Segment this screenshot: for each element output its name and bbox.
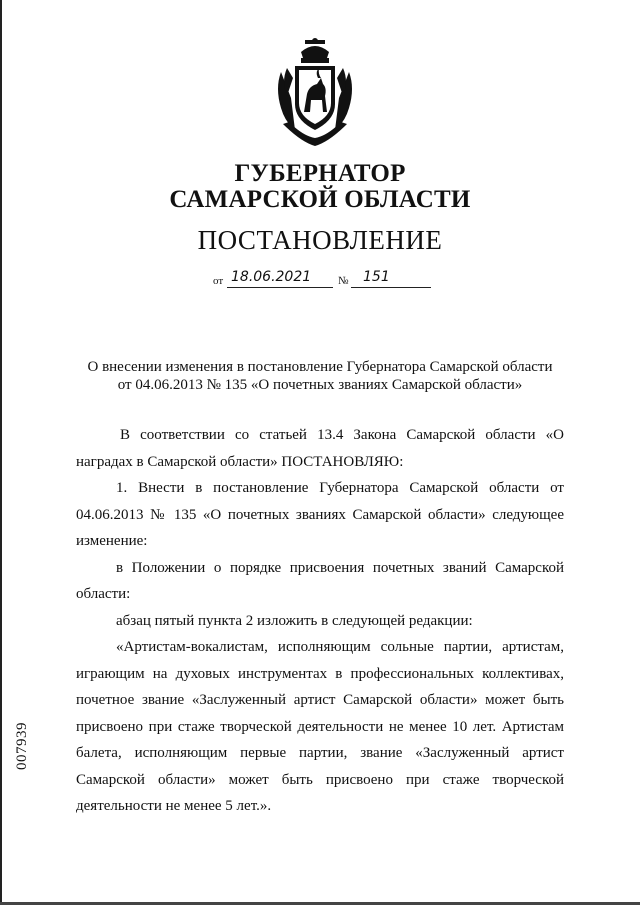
handwritten-number: 151 bbox=[363, 269, 390, 285]
authority-title-line1: ГУБЕРНАТОР bbox=[234, 160, 406, 187]
document-body bbox=[76, 422, 564, 820]
preamble-paragraph: В соответствии со статьей 13.4 Закона Самарской области «О наградах в Самарской области» ПОСТАНОВЛЯЮ: bbox=[76, 427, 564, 470]
quoted-amendment-paragraph: «Артистам-вокалистам, исполняющим сольные партии, артистам, играющим на духовых инструментах в профессиональных коллективах, почетное звание «Заслуженный артист Самарской области» может быть присвоено при стаже творческой деятельности не менее 10 лет. Артистам балета, исполняющим первые партии, звание «Заслуженный артист Самарской области» может быть присвоено при стаже творческой деятельности не менее 5 лет.». bbox=[76, 639, 564, 814]
authority-title-line2: САМАРСКОЙ ОБЛАСТИ bbox=[169, 186, 471, 213]
handwritten-date: 18.06.2021 bbox=[231, 269, 312, 285]
document-subject bbox=[60, 358, 580, 394]
margin-document-number: 007939 bbox=[14, 722, 30, 770]
date-number-line bbox=[213, 269, 433, 290]
number-prefix-label: № bbox=[338, 275, 349, 287]
date-prefix-label: от bbox=[213, 275, 224, 287]
document-type-title: ПОСТАНОВЛЕНИЕ bbox=[197, 225, 443, 255]
subject-line-2: от 04.06.2013 № 135 «О почетных званиях Самарской области» bbox=[117, 377, 523, 393]
number-underline bbox=[351, 287, 431, 288]
date-underline bbox=[227, 287, 333, 288]
item-1-sub-paragraph: в Положении о порядке присвоения почетных званий Самарской области: bbox=[76, 559, 564, 602]
subject-line-1: О внесении изменения в постановление Губернатора Самарской области bbox=[87, 359, 553, 375]
item-1-paragraph: 1. Внести в постановление Губернатора Самарской области от 04.06.2013 № 135 «О почетных званиях Самарской области» следующее изменение: bbox=[76, 480, 564, 549]
scan-left-edge bbox=[0, 0, 2, 905]
samara-coat-of-arms-emblem bbox=[271, 38, 359, 148]
item-1-sub2-paragraph: абзац пятый пункта 2 изложить в следующей редакции: bbox=[116, 612, 473, 629]
